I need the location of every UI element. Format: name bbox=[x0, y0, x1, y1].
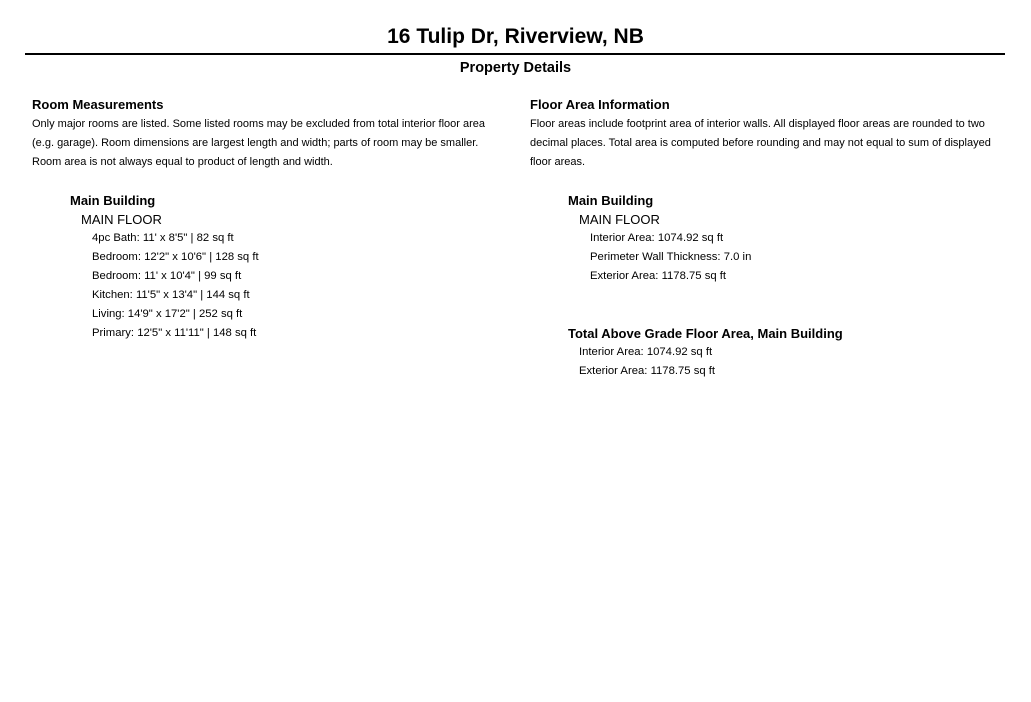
room-item: Primary: 12'5" x 11'11" | 148 sq ft bbox=[92, 327, 257, 339]
floor-area-heading: Floor Area Information bbox=[530, 97, 670, 112]
note-line: Floor areas include footprint area of interior walls. All displayed floor areas are rounded to two bbox=[530, 118, 985, 130]
area-item: Perimeter Wall Thickness: 7.0 in bbox=[590, 251, 752, 263]
room-building-block bbox=[70, 192, 259, 343]
building-name: Main Building bbox=[70, 193, 156, 208]
area-item: Exterior Area: 1178.75 sq ft bbox=[590, 270, 727, 282]
total-area-block bbox=[568, 325, 843, 380]
floor-name: MAIN FLOOR bbox=[81, 212, 162, 227]
area-item: Interior Area: 1074.92 sq ft bbox=[590, 232, 724, 244]
room-measurements-section bbox=[32, 97, 512, 339]
room-measurements-heading: Room Measurements bbox=[32, 97, 164, 112]
floor-area-building-block bbox=[568, 192, 751, 286]
room-item: Bedroom: 12'2" x 10'6" | 128 sq ft bbox=[92, 251, 259, 263]
total-area-heading: Total Above Grade Floor Area, Main Building bbox=[568, 326, 843, 341]
note-line: (e.g. garage). Room dimensions are largest length and width; parts of room may be smaller. bbox=[32, 137, 479, 149]
note-line: Room area is not always equal to product of length and width. bbox=[32, 156, 333, 168]
note-line: decimal places. Total area is computed before rounding and may not equal to sum of displayed bbox=[530, 137, 991, 149]
floor-area-note bbox=[530, 115, 1012, 172]
title-divider bbox=[25, 53, 1005, 55]
room-item: Kitchen: 11'5" x 13'4" | 144 sq ft bbox=[92, 289, 250, 301]
total-area-item: Exterior Area: 1178.75 sq ft bbox=[579, 364, 716, 377]
floor-name: MAIN FLOOR bbox=[579, 212, 660, 227]
total-area-item: Interior Area: 1074.92 sq ft bbox=[579, 346, 713, 358]
room-item: Living: 14'9" x 17'2" | 252 sq ft bbox=[92, 308, 243, 320]
room-item: Bedroom: 11' x 10'4" | 99 sq ft bbox=[92, 270, 242, 282]
floor-area-section bbox=[530, 97, 1012, 377]
page-subtitle: Property Details bbox=[459, 60, 572, 76]
note-line: floor areas. bbox=[530, 156, 586, 168]
building-name: Main Building bbox=[568, 193, 654, 208]
page-title: 16 Tulip Dr, Riverview, NB bbox=[387, 25, 644, 48]
note-line: Only major rooms are listed. Some listed rooms may be excluded from total interior floor area bbox=[32, 118, 486, 130]
room-item: 4pc Bath: 11' x 8'5" | 82 sq ft bbox=[92, 232, 234, 244]
room-measurements-note bbox=[32, 115, 512, 172]
